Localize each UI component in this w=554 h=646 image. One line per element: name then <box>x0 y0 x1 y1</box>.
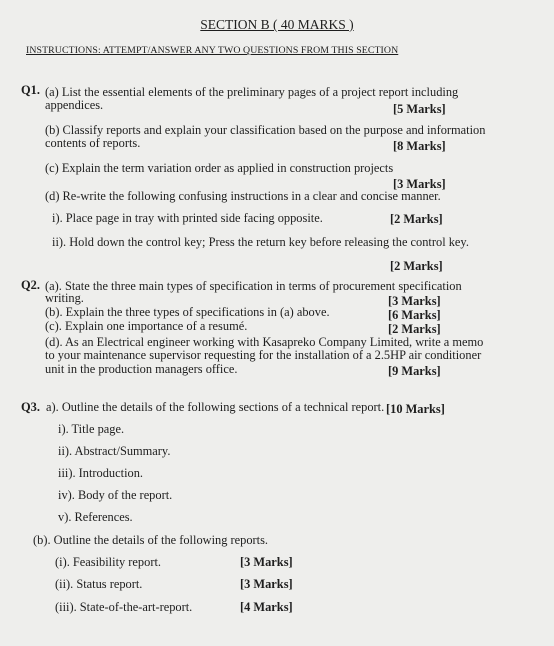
q3-b-item-1-marks: [3 Marks] <box>240 555 293 569</box>
q2-d-line1: (d). As an Electrical engineer working with Kasapreko Company Limited, write a memo <box>45 335 484 349</box>
q1-c-text: (c) Explain the term variation order as applied in construction projects <box>45 161 394 175</box>
q2-a-marks: [3 Marks] <box>388 294 441 308</box>
q3-a-item-1: i). Title page. <box>58 422 125 436</box>
q2-b-marks: [6 Marks] <box>388 308 441 322</box>
q1-d-text: (d) Re-write the following confusing instructions in a clear and concise manner. <box>45 189 441 203</box>
q1-a-marks: [5 Marks] <box>393 102 446 116</box>
q3-a-item-3: iii). Introduction. <box>58 466 143 480</box>
q3-b-item-1: (i). Feasibility report. <box>55 555 161 569</box>
instructions: INSTRUCTIONS: ATTEMPT/ANSWER ANY TWO QUESTIONS FROM THIS SECTION <box>26 45 399 56</box>
q2-c-text: (c). Explain one importance of a resumé. <box>45 319 248 333</box>
q1-a-line1: (a) List the essential elements of the preliminary pages of a project report including <box>45 85 459 99</box>
q1-b-marks: [8 Marks] <box>393 139 446 153</box>
q1-d-ii: ii). Hold down the control key; Press the return key before releasing the control key. <box>52 235 469 249</box>
q2-b-text: (b). Explain the three types of specifications in (a) above. <box>45 305 330 319</box>
q2-c-marks: [2 Marks] <box>388 322 441 336</box>
q1-d-i: i). Place page in tray with printed side facing opposite. <box>52 211 323 225</box>
q3-number: Q3. <box>21 400 40 414</box>
q3-a-marks: [10 Marks] <box>386 402 445 416</box>
q3-b-text: (b). Outline the details of the following reports. <box>33 533 269 547</box>
q2-a-line1: (a). State the three main types of specification in terms of procurement specification <box>45 279 462 293</box>
q1-d-ii-marks: [2 Marks] <box>390 259 443 273</box>
q1-b-line1: (b) Classify reports and explain your classification based on the purpose and information <box>45 123 486 137</box>
q1-d-i-marks: [2 Marks] <box>390 212 443 226</box>
q3-a-item-4: iv). Body of the report. <box>58 488 173 502</box>
q3-a-item-2: ii). Abstract/Summary. <box>58 444 171 458</box>
q3-b-item-3: (iii). State-of-the-art-report. <box>55 600 193 614</box>
q2-a-line2: writing. <box>45 291 84 305</box>
q3-a-item-5: v). References. <box>58 510 133 524</box>
q3-b-item-2-marks: [3 Marks] <box>240 577 293 591</box>
q2-d-line3: unit in the production managers office. <box>45 362 238 376</box>
section-title: SECTION B ( 40 MARKS ) <box>200 17 354 32</box>
q1-a-line2: appendices. <box>45 98 104 112</box>
q3-b-item-2: (ii). Status report. <box>55 577 143 591</box>
q3-a-text: a). Outline the details of the following sections of a technical report. <box>46 400 385 414</box>
q2-d-line2: to your maintenance supervisor requesting for the installation of a 2.5HP air conditioner <box>45 348 482 362</box>
q2-number: Q2. <box>21 278 40 292</box>
q1-b-line2: contents of reports. <box>45 136 141 150</box>
q1-number: Q1. <box>21 83 40 97</box>
q1-c-marks: [3 Marks] <box>393 177 446 191</box>
q3-b-item-3-marks: [4 Marks] <box>240 600 293 614</box>
q2-d-marks: [9 Marks] <box>388 364 441 378</box>
